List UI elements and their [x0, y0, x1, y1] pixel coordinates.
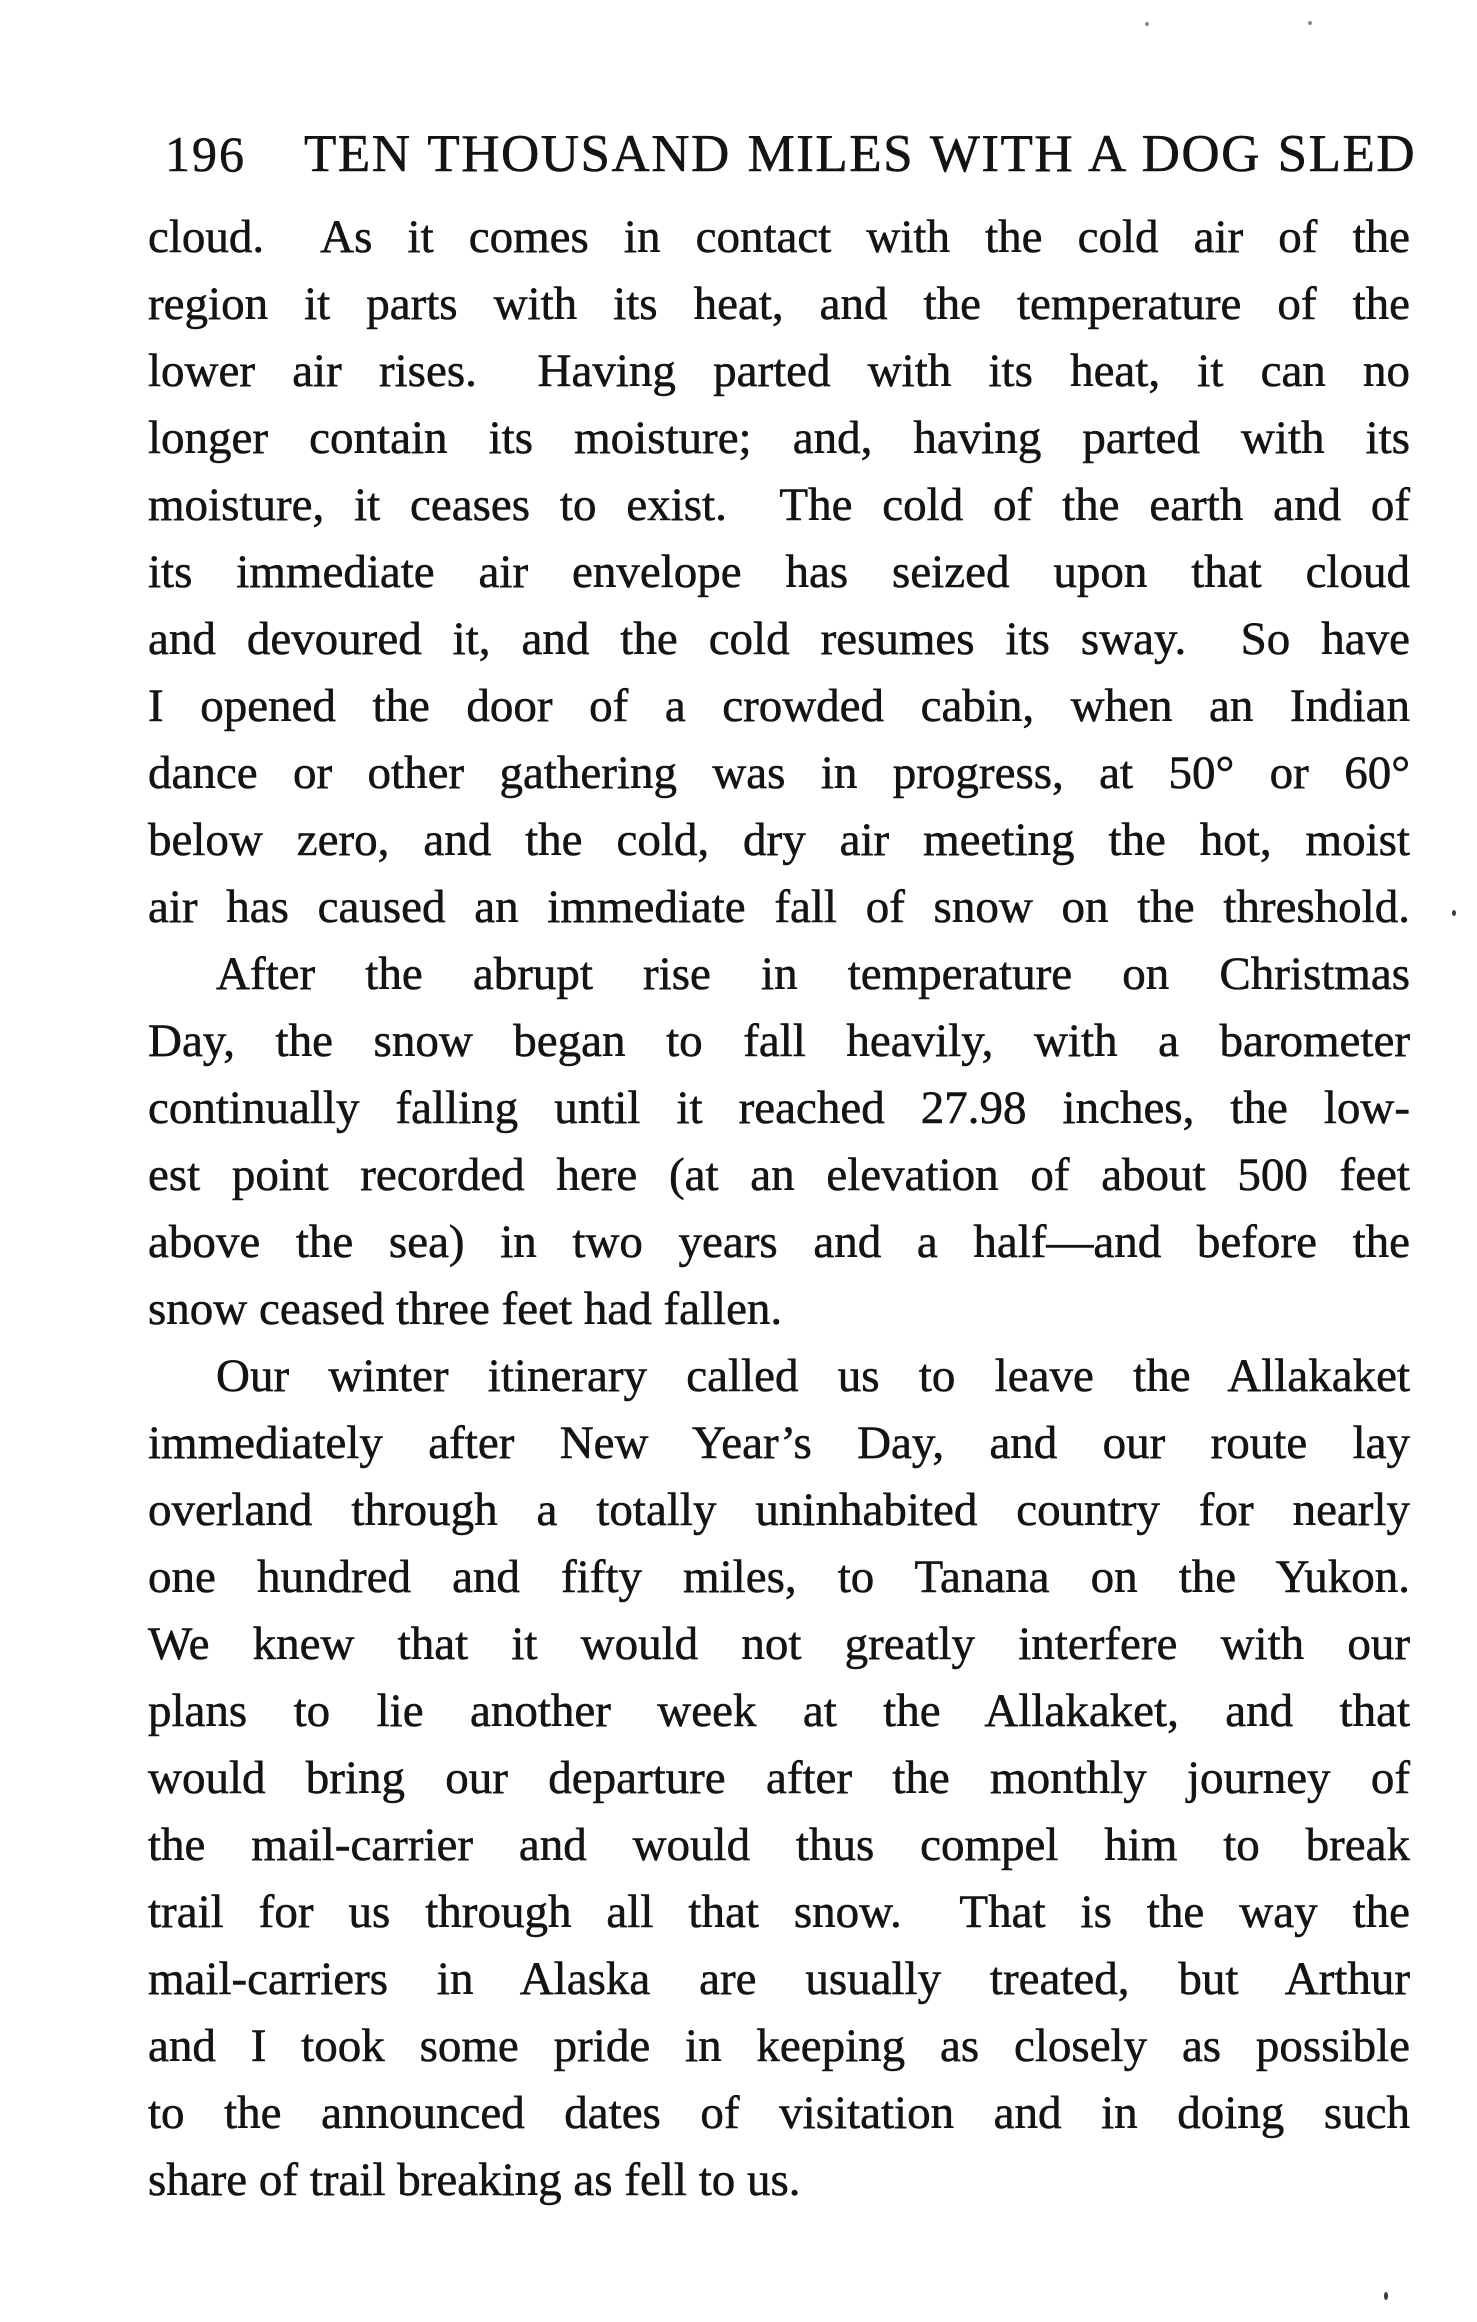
scan-speck	[1145, 22, 1149, 26]
text-line: moisture, it ceases to exist. The cold of the earth and of	[148, 479, 1410, 531]
text-line: continually falling until it reached 27.98 inches, the low-	[148, 1082, 1410, 1134]
text-line: above the sea) in two years and a half—and before the	[148, 1216, 1410, 1268]
page-header	[165, 124, 1416, 184]
text-line: mail-carriers in Alaska are usually treated, but Arthur	[148, 1953, 1410, 2005]
scan-speck	[1452, 910, 1456, 916]
text-line: plans to lie another week at the Allakaket, and that	[148, 1685, 1410, 1737]
text-line: lower air rises. Having parted with its heat, it can no	[148, 345, 1410, 397]
text-line: the mail-carrier and would thus compel him to break	[148, 1819, 1410, 1871]
text-line: After the abrupt rise in temperature on Christmas	[216, 948, 1410, 1000]
text-line: region it parts with its heat, and the temperature of the	[148, 278, 1410, 330]
text-line: snow ceased three feet had fallen.	[148, 1283, 783, 1335]
text-line: Our winter itinerary called us to leave the Allakaket	[216, 1350, 1410, 1402]
text-line: below zero, and the cold, dry air meeting the hot, moist	[148, 814, 1410, 866]
text-line: immediately after New Year’s Day, and our route lay	[148, 1417, 1410, 1469]
text-line: est point recorded here (at an elevation of about 500 feet	[148, 1149, 1410, 1201]
scan-speck	[1308, 21, 1312, 25]
text-line: trail for us through all that snow. That is the way the	[148, 1886, 1410, 1938]
scan-speck	[1384, 2292, 1388, 2300]
text-line: air has caused an immediate fall of snow on the threshold.	[148, 881, 1410, 933]
text-line: cloud. As it comes in contact with the cold air of the	[148, 211, 1410, 263]
text-line: longer contain its moisture; and, having parted with its	[148, 412, 1410, 464]
paragraph	[148, 204, 1410, 941]
text-line: dance or other gathering was in progress, at 50° or 60°	[148, 747, 1410, 799]
text-line: and devoured it, and the cold resumes its sway. So have	[148, 613, 1410, 665]
text-line: share of trail breaking as fell to us.	[148, 2154, 801, 2206]
page-number: 196	[165, 126, 246, 182]
text-line: one hundred and fifty miles, to Tanana on the Yukon.	[148, 1551, 1410, 1603]
text-line: Day, the snow began to fall heavily, with a barometer	[148, 1015, 1410, 1067]
paragraph	[148, 1343, 1410, 2214]
text-line: to the announced dates of visitation and in doing such	[148, 2087, 1410, 2139]
text-line: and I took some pride in keeping as closely as possible	[148, 2020, 1410, 2072]
paragraph	[148, 941, 1410, 1343]
text-line: I opened the door of a crowded cabin, when an Indian	[148, 680, 1410, 732]
text-line: overland through a totally uninhabited country for nearly	[148, 1484, 1410, 1536]
text-line: We knew that it would not greatly interfere with our	[148, 1618, 1410, 1670]
body-text	[148, 204, 1410, 2214]
text-line: its immediate air envelope has seized upon that cloud	[148, 546, 1410, 598]
text-line: would bring our departure after the monthly journey of	[148, 1752, 1410, 1804]
running-title: TEN THOUSAND MILES WITH A DOG SLED	[304, 125, 1417, 183]
